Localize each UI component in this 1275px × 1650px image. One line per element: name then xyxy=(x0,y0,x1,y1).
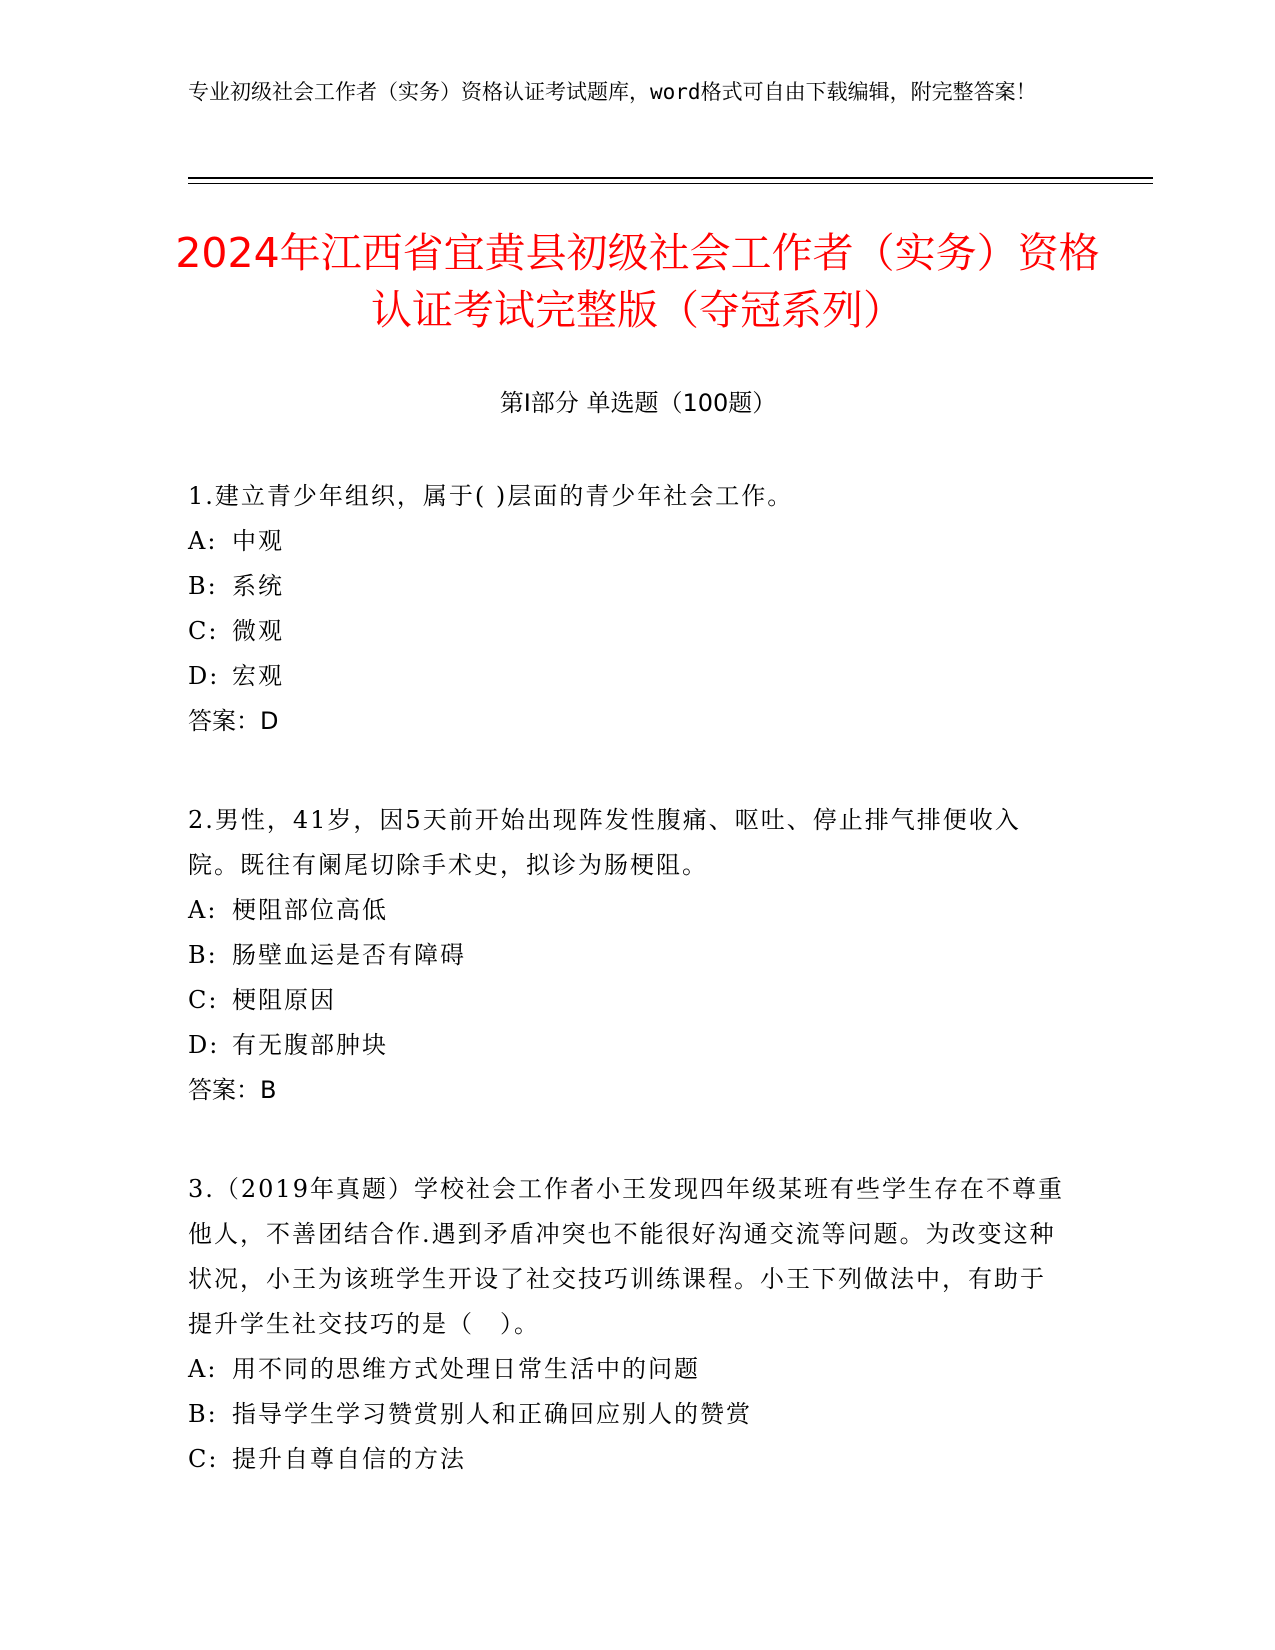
option-key: D: xyxy=(188,1031,220,1059)
question-stem: 3.（2019年真题）学校社会工作者小王发现四年级某班有些学生存在不尊重他人，不善团结合作.遇到矛盾冲突也不能很好沟通交流等问题。为改变这种状况，小王为该班学生开设了社交技巧训练课程。小王下列做法中，有助于提升学生社交技巧的是（ ）。 xyxy=(188,1175,1064,1338)
option-key: B: xyxy=(188,941,218,969)
option-text: 提升自尊自信的方法 xyxy=(232,1445,466,1473)
option-c xyxy=(188,1437,1068,1482)
header-rule-thin xyxy=(188,183,1153,184)
section-heading: 第I部分 单选题（100题） xyxy=(499,389,777,417)
option-key: A: xyxy=(188,1355,218,1383)
option-key: B: xyxy=(188,1400,218,1428)
option-text: 梗阻部位高低 xyxy=(232,896,388,924)
option-text: 宏观 xyxy=(232,662,284,690)
option-d xyxy=(188,1023,1068,1068)
option-text: 有无腹部肿块 xyxy=(232,1031,388,1059)
question-1 xyxy=(188,474,1068,744)
answer-text: 答案：B xyxy=(188,1076,277,1104)
header-note: 专业初级社会工作者（实务）资格认证考试题库，word格式可自由下载编辑，附完整答案！ xyxy=(188,80,1037,104)
question-stem: 2.男性，41岁，因5天前开始出现阵发性腹痛、呕吐、停止排气排便收入院。既往有阑尾切除手术史，拟诊为肠梗阻。 xyxy=(188,806,1021,879)
option-b xyxy=(188,564,1068,609)
option-key: C: xyxy=(188,617,219,645)
option-c xyxy=(188,609,1068,654)
option-key: A: xyxy=(188,527,218,555)
option-text: 指导学生学习赞赏别人和正确回应别人的赞赏 xyxy=(232,1400,752,1428)
question-3 xyxy=(188,1167,1068,1482)
document-title: 2024年江西省宜黄县初级社会工作者（实务）资格认证考试完整版（夺冠系列） xyxy=(175,229,1100,334)
question-stem: 1.建立青少年组织，属于( )层面的青少年社会工作。 xyxy=(188,482,794,510)
option-text: 微观 xyxy=(232,617,284,645)
option-a xyxy=(188,1347,1068,1392)
option-d xyxy=(188,654,1068,699)
option-key: D: xyxy=(188,662,220,690)
option-c xyxy=(188,978,1068,1023)
option-text: 用不同的思维方式处理日常生活中的问题 xyxy=(232,1355,700,1383)
option-b xyxy=(188,1392,1068,1437)
option-text: 肠壁血运是否有障碍 xyxy=(232,941,466,969)
option-key: C: xyxy=(188,1445,219,1473)
option-a xyxy=(188,519,1068,564)
option-text: 梗阻原因 xyxy=(232,986,336,1014)
option-a xyxy=(188,888,1068,933)
option-key: C: xyxy=(188,986,219,1014)
option-text: 中观 xyxy=(232,527,284,555)
option-key: B: xyxy=(188,572,218,600)
answer-text: 答案：D xyxy=(188,707,279,735)
question-2 xyxy=(188,798,1068,1113)
option-b xyxy=(188,933,1068,978)
question-list xyxy=(188,474,1068,1536)
option-text: 系统 xyxy=(232,572,284,600)
header-rule-thick xyxy=(188,177,1153,179)
option-key: A: xyxy=(188,896,218,924)
